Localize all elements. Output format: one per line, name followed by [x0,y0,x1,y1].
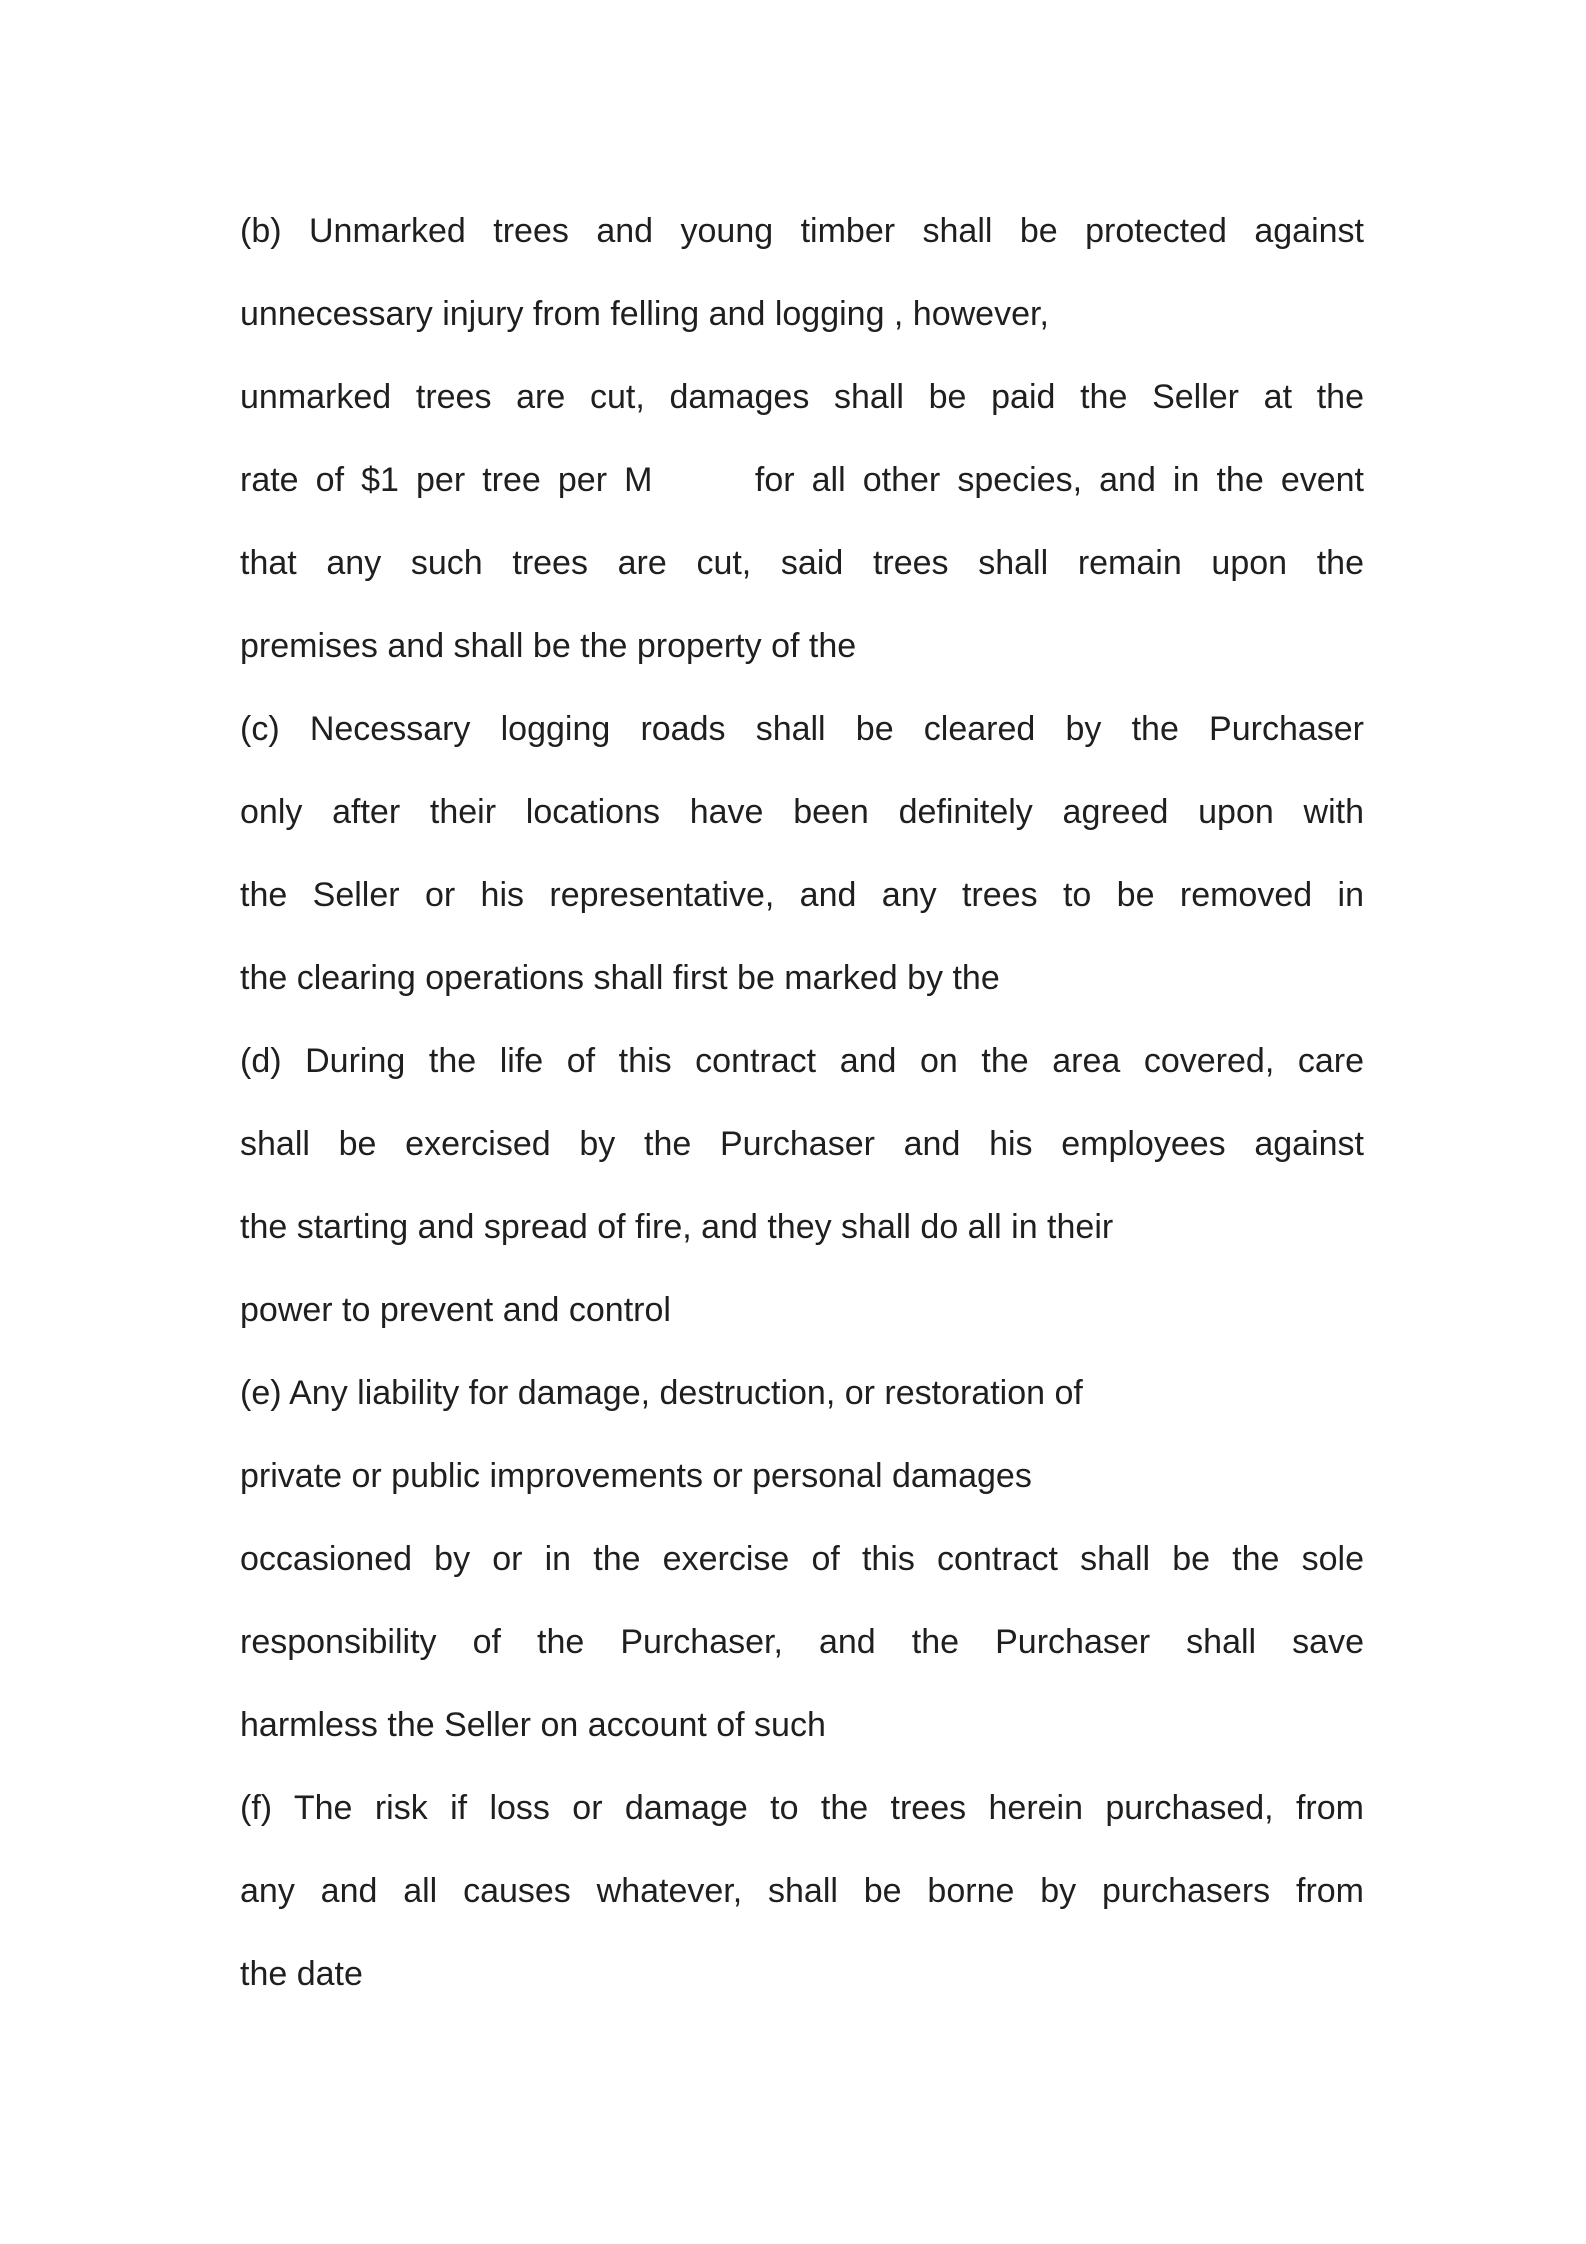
text-line: that any such trees are cut, said trees shall remain upon the [240,544,1364,582]
text-line: only after their locations have been definitely agreed upon with [240,793,1364,831]
text-line: (d) During the life of this contract and on the area covered, care [240,1042,1364,1080]
clause-e [240,1352,1364,1767]
clause-b [240,190,1364,688]
document-text [240,190,1364,2016]
text-line: (c) Necessary logging roads shall be cleared by the Purchaser [240,710,1364,748]
text-line: the Seller or his representative, and any trees to be removed in [240,876,1364,914]
text-line: (f) The risk if loss or damage to the trees herein purchased, from [240,1789,1364,1827]
text-line: power to prevent and control [240,1291,671,1329]
text-line: any and all causes whatever, shall be borne by purchasers from [240,1872,1364,1910]
text-line: occasioned by or in the exercise of this contract shall be the sole [240,1540,1364,1578]
text-line: private or public improvements or personal damages [240,1457,1032,1495]
text-line: the clearing operations shall first be marked by the [240,959,1000,997]
clause-c [240,688,1364,1020]
text-line: the starting and spread of fire, and they shall do all in their [240,1208,1114,1246]
text-line: unmarked trees are cut, damages shall be paid the Seller at the [240,378,1364,416]
text-line: (e) Any liability for damage, destruction, or restoration of [240,1374,1083,1412]
text-line: harmless the Seller on account of such [240,1706,826,1744]
clause-d [240,1020,1364,1352]
text-line: shall be exercised by the Purchaser and his employees against [240,1125,1364,1163]
text-line: responsibility of the Purchaser, and the Purchaser shall save [240,1623,1364,1661]
text-line: the date [240,1955,363,1993]
clause-f [240,1767,1364,2016]
text-line: premises and shall be the property of the [240,627,857,665]
text-line: rate of $1 per tree per M for all other species, and in the event [240,461,1364,499]
text-line: (b) Unmarked trees and young timber shall be protected against [240,212,1364,250]
text-line: unnecessary injury from felling and logging , however, [240,295,1049,333]
